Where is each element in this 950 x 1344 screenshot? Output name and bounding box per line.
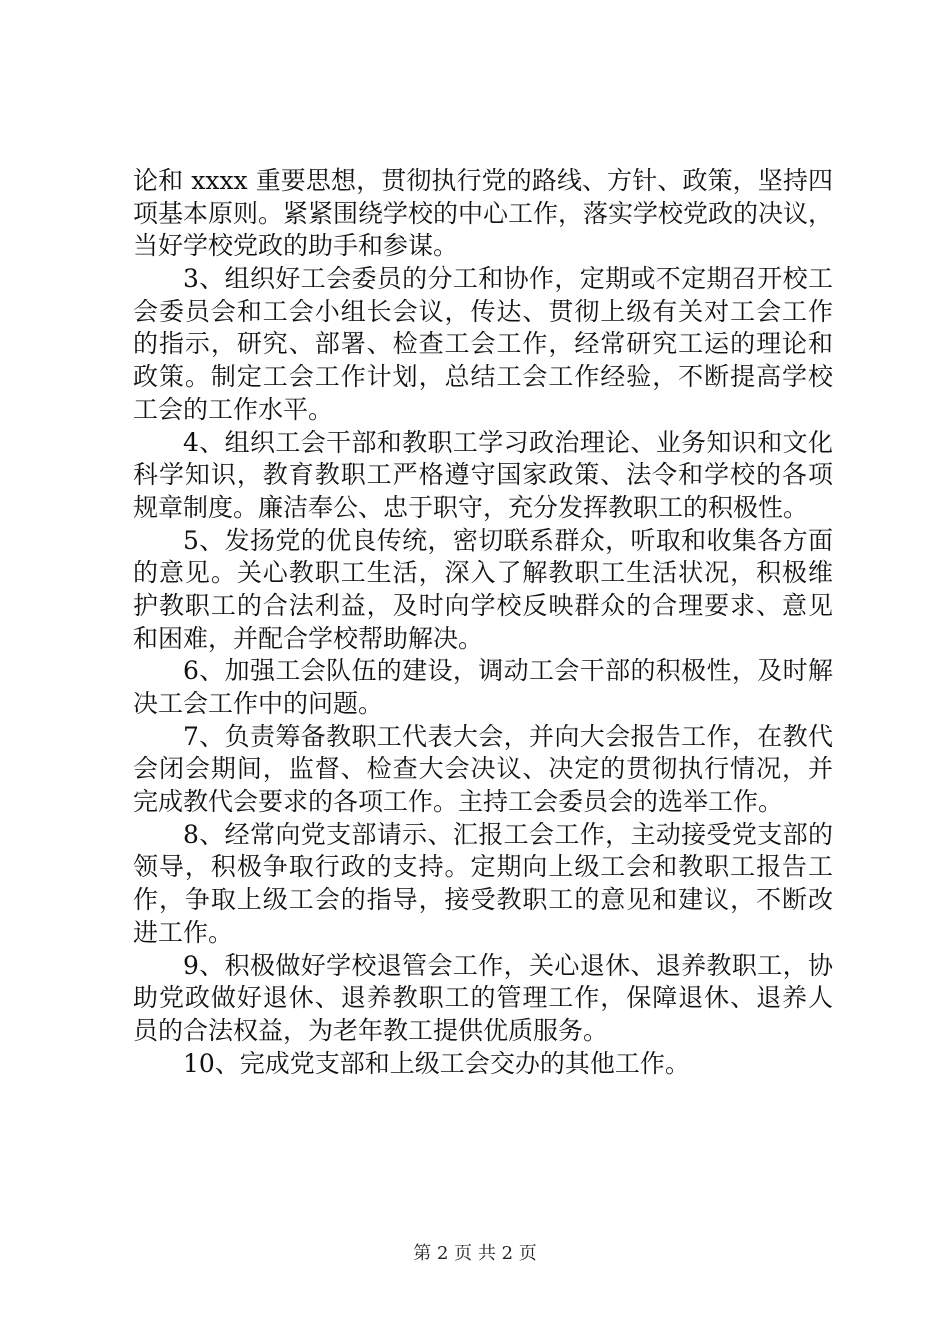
text-line: 4、组织工会干部和教职工学习政治理论、业务知识和文化: [183, 427, 833, 457]
text-line: 的指示，研究、部署、检查工会工作，经常研究工运的理论和: [133, 329, 833, 359]
text-line: 员的合法权益，为老年教工提供优质服务。: [133, 1015, 609, 1045]
text-line: 领导，积极争取行政的支持。定期向上级工会和教职工报告工: [133, 852, 833, 882]
text-line: 当好学校党政的助手和参谋。: [133, 231, 459, 261]
text-line: 和困难，并配合学校帮助解决。: [133, 623, 484, 653]
text-line: 8、经常向党支部请示、汇报工会工作，主动接受党支部的: [183, 819, 833, 849]
text-line: 的意见。关心教职工生活，深入了解教职工生活状况，积极维: [133, 558, 833, 588]
text-line: 项基本原则。紧紧围绕学校的中心工作，落实学校党政的决议，: [133, 198, 834, 228]
text-line: 5、发扬党的优良传统，密切联系群众，听取和收集各方面: [183, 525, 833, 555]
text-line: 论和 xxxx 重要思想，贯彻执行党的路线、方针、政策，坚持四: [133, 166, 833, 195]
text-line: 政策。制定工会工作计划，总结工会工作经验，不断提高学校: [133, 362, 833, 392]
text-line: 会闭会期间，监督、检查大会决议、决定的贯彻执行情况，并: [133, 754, 833, 784]
text-line: 完成教代会要求的各项工作。主持工会委员会的选举工作。: [133, 787, 784, 817]
text-line: 助党政做好退休、退养教职工的管理工作，保障退休、退养人: [133, 983, 833, 1013]
text-line: 决工会工作中的问题。: [133, 689, 384, 718]
text-line: 会委员会和工会小组长会议，传达、贯彻上级有关对工会工作: [133, 296, 833, 326]
text-line: 护教职工的合法利益，及时向学校反映群众的合理要求、意见: [133, 590, 833, 620]
document-body: [133, 165, 833, 1080]
text-line: 作，争取上级工会的指导，接受教职工的意见和建议，不断改: [133, 885, 833, 915]
text-line: 3、组织好工会委员的分工和协作，定期或不定期召开校工: [183, 264, 833, 294]
page-footer: 第 2 页 共 2 页: [413, 1243, 537, 1264]
text-line: 6、加强工会队伍的建设，调动工会干部的积极性，及时解: [183, 656, 833, 686]
text-line: 7、负责筹备教职工代表大会，并向大会报告工作，在教代: [183, 721, 833, 751]
text-line: 工会的工作水平。: [133, 394, 334, 424]
text-line: 科学知识，教育教职工严格遵守国家政策、法令和学校的各项: [133, 460, 833, 490]
text-line: 规章制度。廉洁奉公、忠于职守，充分发挥教职工的积极性。: [133, 492, 809, 522]
text-line: 10、完成党支部和上级工会交办的其他工作。: [183, 1048, 690, 1078]
text-line: 进工作。: [133, 917, 234, 947]
text-line: 9、积极做好学校退管会工作，关心退休、退养教职工，协: [183, 950, 833, 980]
